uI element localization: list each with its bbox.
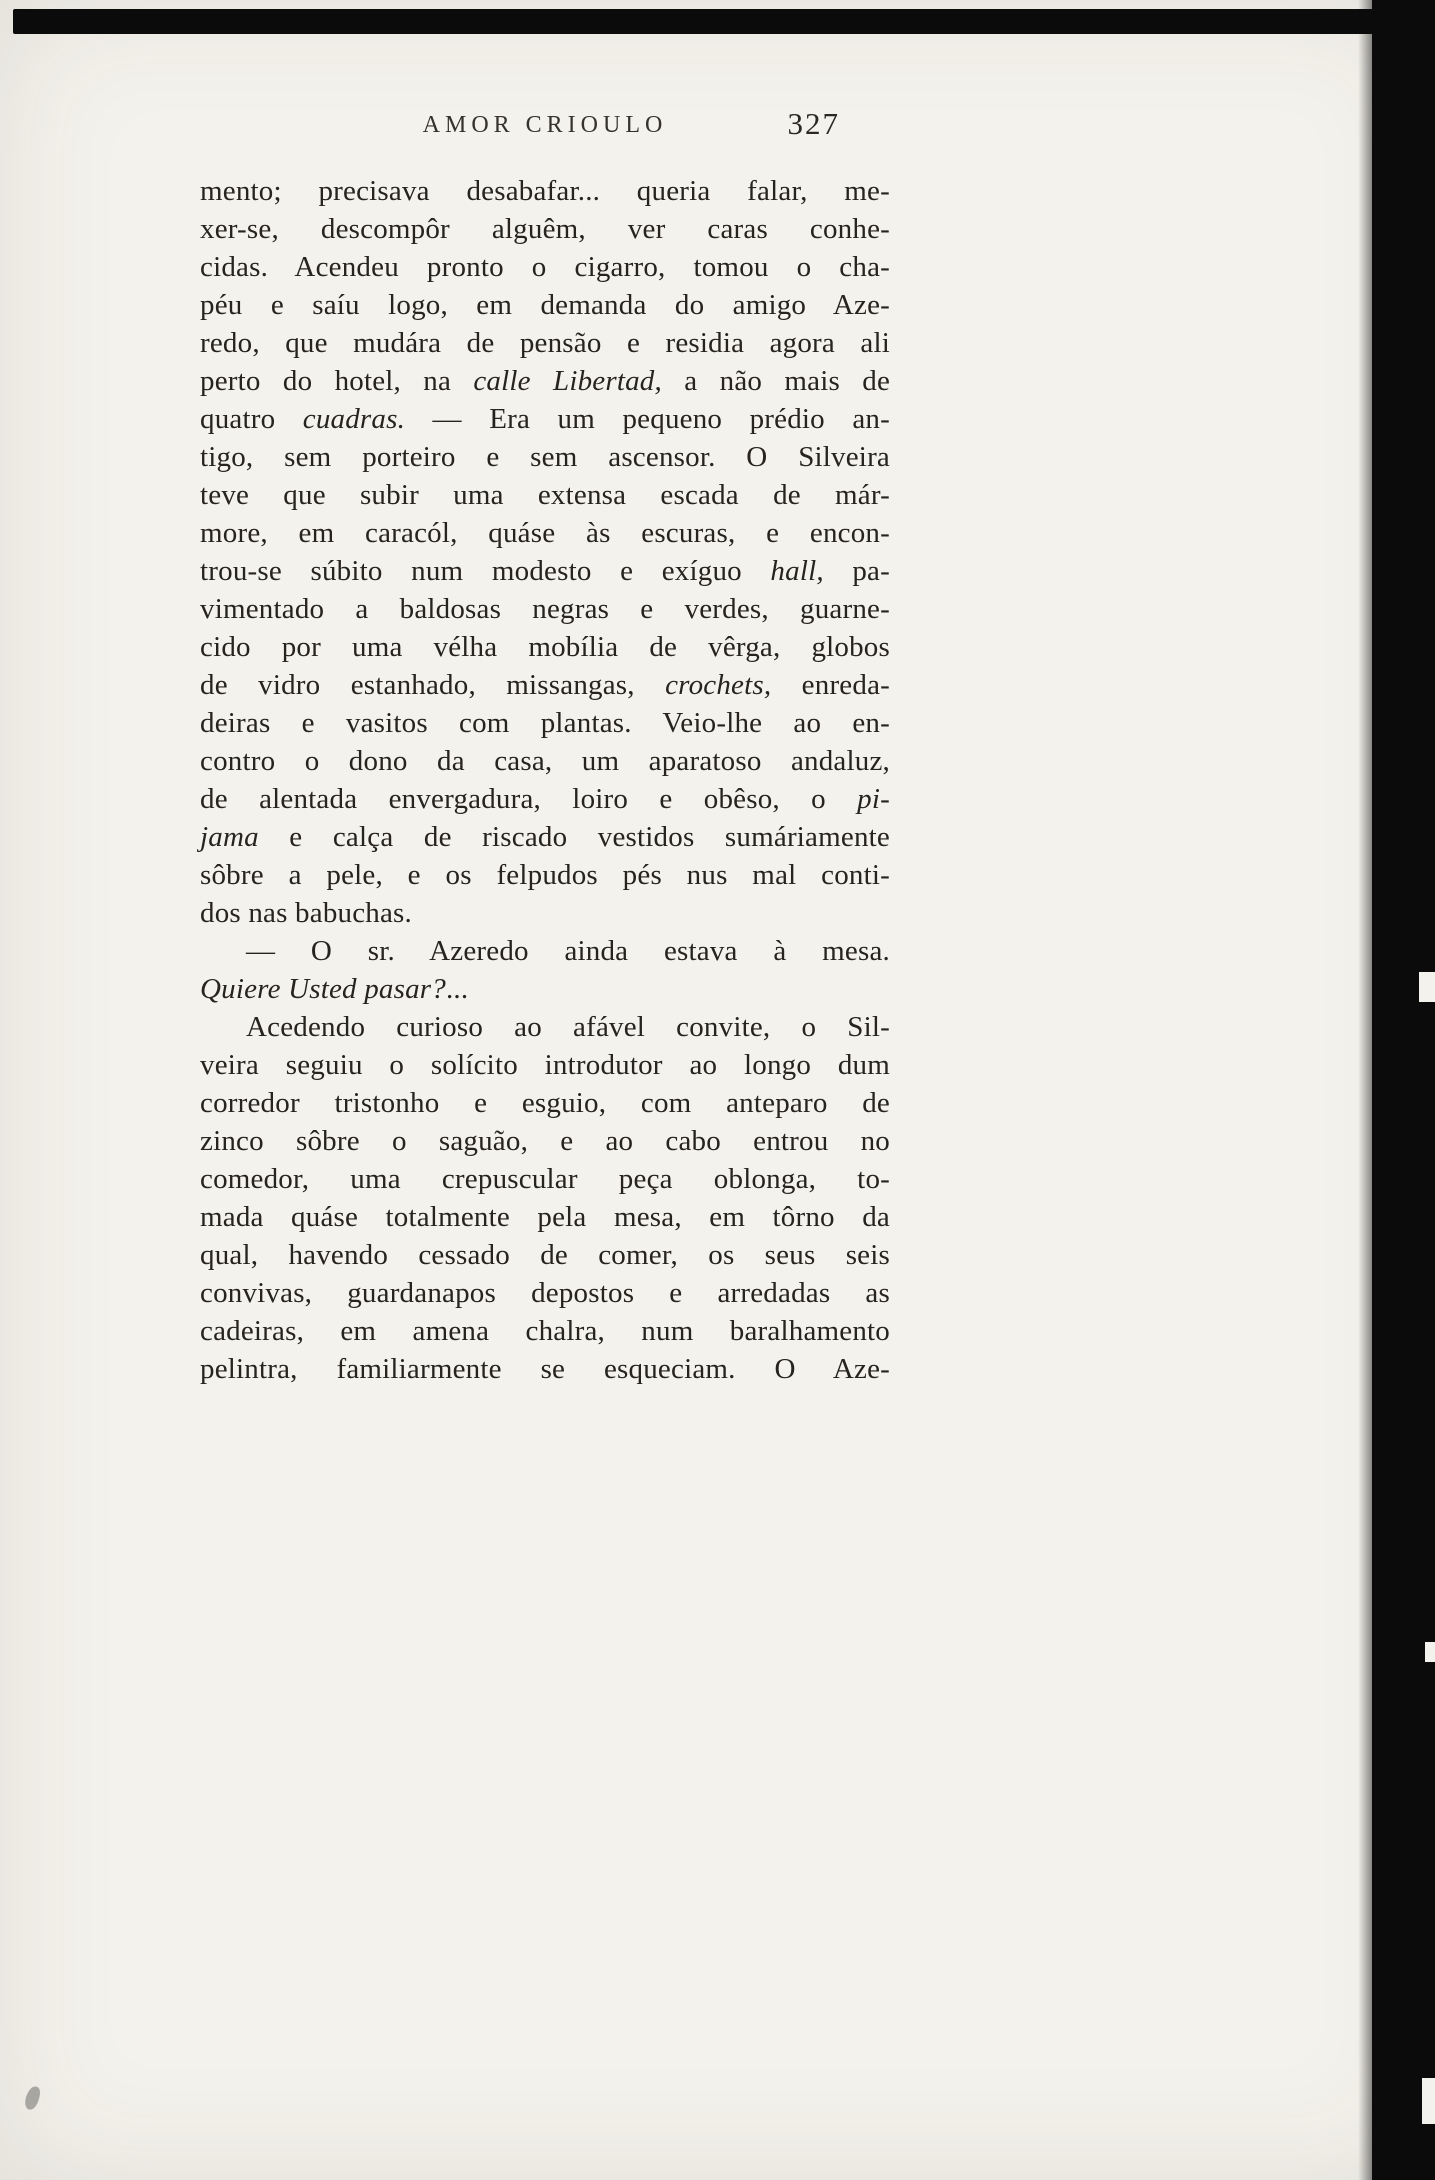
text-segment: Acedendo curioso ao afável convite, o Sil- (246, 1011, 890, 1043)
scan-notch (1425, 1642, 1435, 1662)
text-segment: — O sr. Azeredo ainda estava à mesa. (246, 935, 890, 967)
text-segment: enreda- (771, 669, 890, 701)
text-line (200, 628, 890, 666)
text-line (200, 1312, 890, 1350)
italic-text-segment: crochets, (665, 669, 772, 701)
text-segment: perto do hotel, na (200, 365, 474, 397)
running-header (200, 106, 890, 141)
text-segment: tigo, sem porteiro e sem ascensor. O Silveira (200, 441, 890, 473)
text-line (200, 400, 890, 438)
text-segment: deiras e vasitos com plantas. Veio-lhe ao en- (200, 707, 890, 739)
text-segment: qual, havendo cessado de comer, os seus seis (200, 1239, 890, 1271)
text-line (200, 1122, 890, 1160)
text-line (200, 590, 890, 628)
text-segment: veira seguiu o solícito introdutor ao longo dum (200, 1049, 890, 1081)
text-line (200, 856, 890, 894)
text-line (200, 1046, 890, 1084)
italic-text-segment: pi- (857, 783, 890, 815)
text-segment: xer-se, descompôr alguêm, ver caras conhe- (200, 213, 890, 245)
text-line (200, 932, 890, 970)
text-segment: sôbre a pele, e os felpudos pés nus mal conti- (200, 859, 890, 891)
text-line (200, 1008, 890, 1046)
text-segment: redo, que mudára de pensão e residia agora ali (200, 327, 890, 359)
text-segment: corredor tristonho e esguio, com anteparo de (200, 1087, 890, 1119)
scan-notch (1419, 972, 1435, 1002)
text-segment: comedor, uma crepuscular peça oblonga, to- (200, 1163, 890, 1195)
text-line (200, 1198, 890, 1236)
italic-text-segment: Quiere Usted pasar? (200, 973, 446, 1005)
text-line (200, 1350, 890, 1388)
scan-notch (1422, 2078, 1435, 2124)
text-segment: mento; precisava desabafar... queria falar, me- (200, 175, 890, 207)
text-line (200, 324, 890, 362)
text-segment: convivas, guardanapos depostos e arredadas as (200, 1277, 890, 1309)
text-line (200, 894, 890, 932)
scan-edge-top (13, 9, 1435, 34)
text-line (200, 704, 890, 742)
text-segment: e calça de riscado vestidos sumáriamente (258, 821, 890, 853)
text-segment: mada quáse totalmente pela mesa, em tôrno da (200, 1201, 890, 1233)
text-segment: cidas. Acendeu pronto o cigarro, tomou o cha- (200, 251, 890, 283)
running-title: AMOR CRIOULO (422, 112, 668, 138)
italic-text-segment: calle Libertad, (473, 365, 662, 397)
text-segment: dos nas babuchas. (200, 897, 412, 929)
text-line (200, 476, 890, 514)
scan-edge-right (1372, 0, 1435, 2180)
text-line (200, 1236, 890, 1274)
text-segment: a não mais de (661, 365, 891, 397)
text-line (200, 552, 890, 590)
italic-text-segment: hall, (770, 555, 824, 587)
text-segment: contro o dono da casa, um aparatoso andaluz, (200, 745, 890, 777)
text-segment: cido por uma vélha mobília de vêrga, globos (200, 631, 890, 663)
italic-text-segment: jama (200, 821, 259, 853)
text-segment: trou-se súbito num modesto e exíguo (200, 555, 771, 587)
text-segment: vimentado a baldosas negras e verdes, guarne- (200, 593, 890, 625)
text-segment: more, em caracól, quáse às escuras, e encon- (200, 517, 890, 549)
text-line (200, 818, 890, 856)
text-segment: cadeiras, em amena chalra, num baralhamento (200, 1315, 890, 1347)
text-segment: ... (445, 973, 469, 1005)
text-line (200, 1274, 890, 1312)
text-segment: de vidro estanhado, missangas, (200, 669, 666, 701)
text-line (200, 1160, 890, 1198)
text-segment: de alentada envergadura, loiro e obêso, o (200, 783, 858, 815)
italic-text-segment: cuadras. (302, 403, 406, 435)
text-segment: péu e saíu logo, em demanda do amigo Aze- (200, 289, 890, 321)
text-line (200, 666, 890, 704)
text-line (200, 210, 890, 248)
text-line (200, 970, 890, 1008)
page-curl-shadow (1358, 0, 1372, 2180)
text-line (200, 742, 890, 780)
text-segment: zinco sôbre o saguão, e ao cabo entrou no (200, 1125, 890, 1157)
text-line (200, 780, 890, 818)
text-segment: teve que subir uma extensa escada de már- (200, 479, 890, 511)
text-segment: — Era um pequeno prédio an- (405, 403, 890, 435)
scan-speck (23, 2085, 41, 2111)
text-line (200, 1084, 890, 1122)
text-line (200, 286, 890, 324)
text-line (200, 438, 890, 476)
text-segment: pa- (823, 555, 890, 587)
text-line (200, 248, 890, 286)
text-line (200, 514, 890, 552)
text-line (200, 362, 890, 400)
text-line (200, 172, 890, 210)
body-text (200, 172, 890, 1388)
page-number: 327 (787, 106, 840, 141)
text-segment: pelintra, familiarmente se esqueciam. O Aze- (200, 1353, 890, 1385)
text-segment: quatro (200, 403, 303, 435)
